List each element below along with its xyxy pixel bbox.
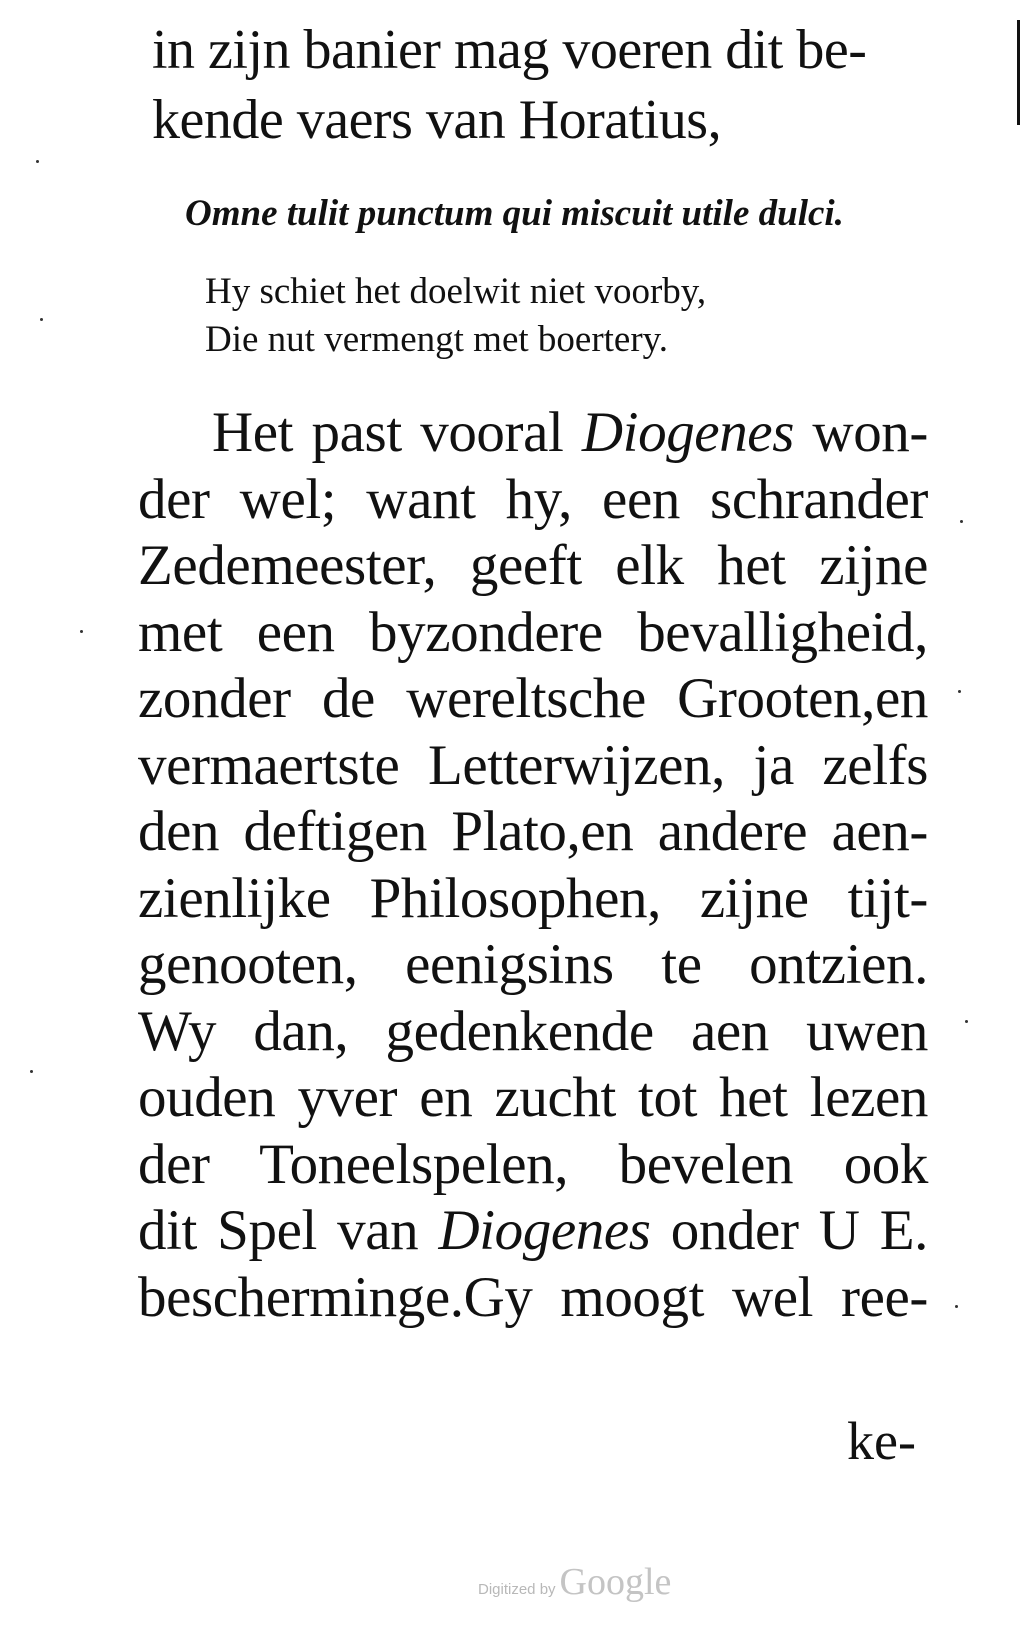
scan-speck xyxy=(960,520,963,523)
google-logo: Google xyxy=(559,1561,672,1603)
body-text-line xyxy=(138,999,928,1064)
body-text-line xyxy=(212,400,928,465)
line-text: won- xyxy=(793,401,928,464)
line-text: Zedemeester, geeft elk het zijne xyxy=(138,534,928,597)
line-text: Het past vooral xyxy=(212,401,582,464)
line-text: den deftigen Plato,en andere aen- xyxy=(138,800,928,863)
body-text-line xyxy=(138,467,928,532)
body-text-line xyxy=(138,799,928,864)
italic-name: Diogenes xyxy=(581,401,794,464)
line-text: bescherminge.Gy moogt wel ree- xyxy=(138,1265,928,1329)
digitized-label: Digitized by xyxy=(478,1581,556,1598)
line-text: vermaertste Letterwijzen, ja zelfs xyxy=(138,733,928,797)
body-text-line xyxy=(138,932,928,997)
line-text: onder U E. xyxy=(650,1199,928,1262)
digitized-by-watermark xyxy=(478,1560,671,1604)
body-text-line xyxy=(138,1132,928,1197)
line-text: dit Spel van xyxy=(138,1199,439,1262)
body-text-line xyxy=(138,600,928,665)
line-text: genooten, eenigsins te ontzien. xyxy=(138,933,928,996)
text-line: kende vaers van Horatius, xyxy=(152,89,722,151)
body-text-line xyxy=(138,666,928,731)
scan-speck xyxy=(955,1305,958,1308)
scan-speck xyxy=(80,630,83,633)
scan-speck xyxy=(958,690,961,693)
line-text: met een byzondere bevalligheid, xyxy=(138,600,928,664)
line-text: zienlijke Philosophen, zijne tijt- xyxy=(138,866,928,930)
body-text-line xyxy=(138,733,928,798)
body-text-line xyxy=(138,1065,928,1130)
scan-speck xyxy=(965,1020,968,1023)
verse-line: Die nut vermengt met boertery. xyxy=(205,319,669,360)
line-text: zonder de wereltsche Grooten,en xyxy=(138,667,928,730)
body-text-line xyxy=(138,533,928,598)
catchword: ke- xyxy=(847,1411,916,1471)
body-text-line xyxy=(138,1265,928,1330)
scan-speck xyxy=(36,160,39,163)
body-text-line xyxy=(138,866,928,931)
latin-quotation: Omne tulit punctum qui miscuit utile dulci. xyxy=(185,193,844,234)
page-edge-rule xyxy=(1017,20,1020,125)
italic-name: Diogenes xyxy=(438,1199,651,1262)
scan-speck xyxy=(40,318,43,321)
line-text: Wy dan, gedenkende aen uwen xyxy=(138,999,928,1063)
text-line: in zijn banier mag voeren dit be- xyxy=(152,19,867,81)
line-text: der wel; want hy, een schrander xyxy=(138,467,928,531)
scan-speck xyxy=(30,1070,33,1073)
body-text-line xyxy=(138,1198,928,1263)
verse-line: Hy schiet het doelwit niet voorby, xyxy=(205,271,707,312)
line-text: der Toneelspelen, bevelen ook xyxy=(138,1132,928,1196)
line-text: ouden yver en zucht tot het lezen xyxy=(138,1066,928,1129)
